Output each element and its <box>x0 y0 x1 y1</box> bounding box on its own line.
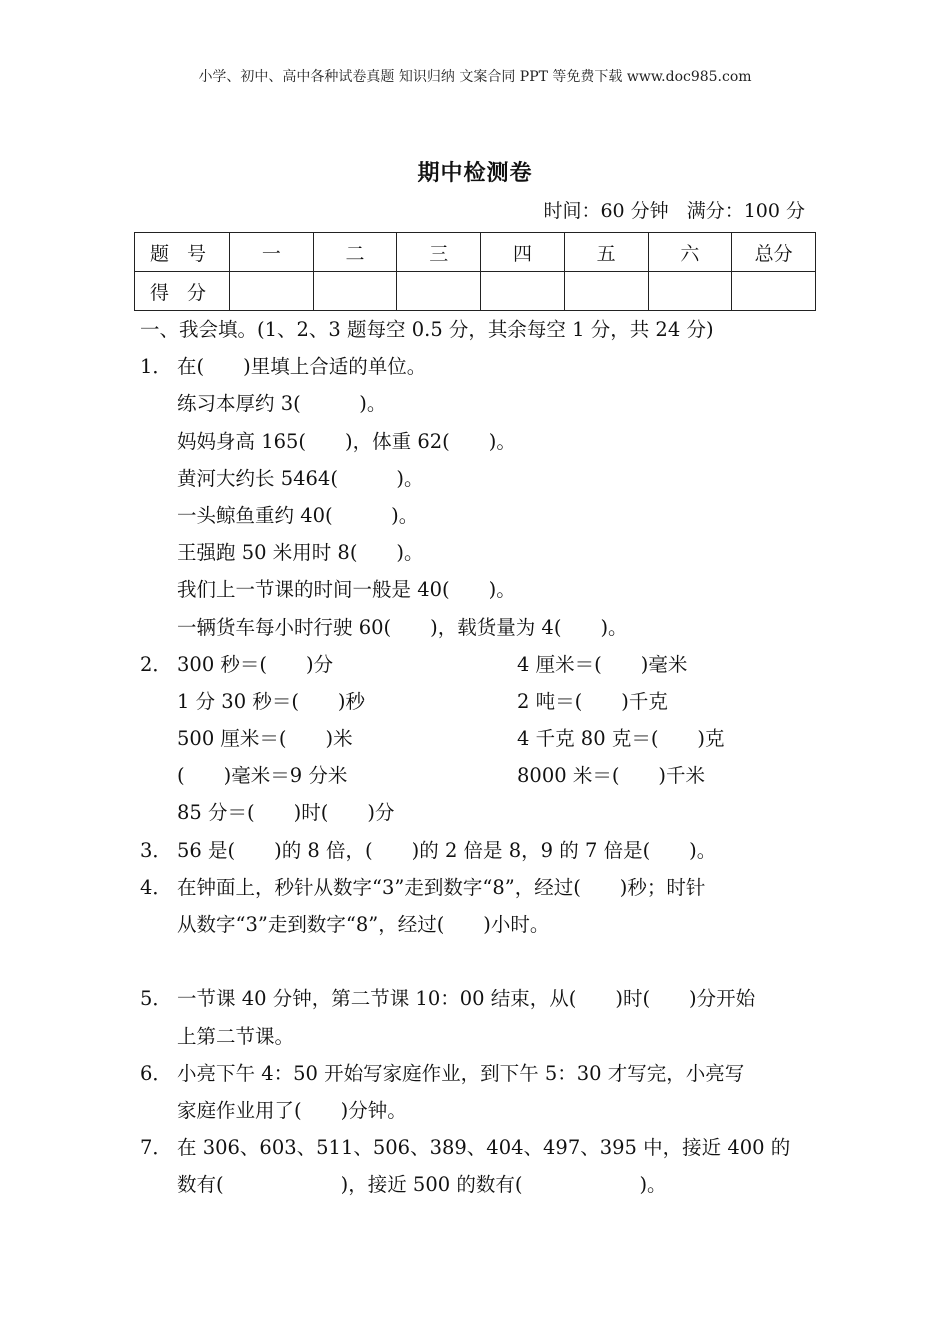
score-table <box>134 232 816 311</box>
q1-item: 黄河大约长 5464( )。 <box>177 466 424 490</box>
score-table-score-row <box>135 272 816 311</box>
score-input-5[interactable] <box>564 272 648 311</box>
score-input-2[interactable] <box>313 272 397 311</box>
q1-item: 王强跑 50 米用时 8( )。 <box>177 541 424 565</box>
question-2-row <box>140 720 820 757</box>
question-3 <box>140 832 820 869</box>
question-text: 一节课 40 分钟，第二节课 10：00 结束，从( )时( )分开始 <box>177 987 756 1011</box>
q1-item: 一辆货车每小时行驶 60( )，载货量为 4( )。 <box>177 615 628 639</box>
score-input-1[interactable] <box>230 272 314 311</box>
score-input-6[interactable] <box>648 272 732 311</box>
score-cell-5: 五 <box>564 233 648 272</box>
question-5-cont: 上第二节课。 <box>177 1024 295 1048</box>
q1-item: 一头鲸鱼重约 40( )。 <box>177 503 419 527</box>
q2-left: 500 厘米＝( )米 <box>177 727 353 751</box>
q2-right: 8000 米＝( )千米 <box>517 764 706 788</box>
question-4 <box>140 869 820 906</box>
question-number: 5． <box>140 987 172 1011</box>
page-header: 小学、初中、高中各种试卷真题 知识归纳 文案合同 PPT 等免费下载 www.doc985.com <box>198 69 752 85</box>
question-number: 1． <box>140 355 172 379</box>
section-heading: 一、我会填。(1、2、3 题每空 0.5 分，其余每空 1 分，共 24 分) <box>140 318 714 341</box>
question-1-stem <box>140 348 820 385</box>
score-cell-4: 四 <box>481 233 565 272</box>
question-2-row <box>140 646 820 683</box>
q2-left: 300 秒＝( )分 <box>177 652 334 676</box>
score-cell-1: 一 <box>230 233 314 272</box>
question-body <box>140 311 820 1204</box>
q2-right: 2 吨＝( )千克 <box>517 689 668 713</box>
score-cell-3: 三 <box>397 233 481 272</box>
score-input-3[interactable] <box>397 272 481 311</box>
question-text: 在 306、603、511、506、389、404、497、395 中，接近 400 的 <box>177 1136 791 1160</box>
score-table-header-row <box>135 233 816 272</box>
question-7 <box>140 1129 820 1166</box>
question-6 <box>140 1055 820 1092</box>
exam-meta <box>543 196 805 223</box>
question-5 <box>140 980 820 1017</box>
score-cell-total: 总分 <box>732 233 816 272</box>
score-cell-label: 题号 <box>135 233 230 272</box>
question-7-cont: 数有( )，接近 500 的数有( )。 <box>177 1173 667 1197</box>
q2-right: 4 千克 80 克＝( )克 <box>517 727 725 751</box>
score-input-4[interactable] <box>481 272 565 311</box>
exam-full-score: 满分：100 分 <box>686 200 805 222</box>
score-cell-6: 六 <box>648 233 732 272</box>
question-text: 56 是( )的 8 倍，( )的 2 倍是 8，9 的 7 倍是( )。 <box>177 838 717 862</box>
question-6-cont: 家庭作业用了( )分钟。 <box>177 1098 407 1122</box>
page-title: 期中检测卷 <box>417 161 533 186</box>
question-4-cont: 从数字“3”走到数字“8”，经过( )小时。 <box>177 913 550 936</box>
question-2-row <box>140 683 820 720</box>
question-2-row <box>140 757 820 794</box>
question-number: 3． <box>140 838 172 862</box>
q2-left: 85 分＝( )时( )分 <box>177 801 395 825</box>
question-number: 4． <box>140 875 172 899</box>
question-2-row <box>140 794 820 831</box>
score-cell-2: 二 <box>313 233 397 272</box>
q2-right: 4 厘米＝( )毫米 <box>517 652 688 676</box>
question-text: 小亮下午 4：50 开始写家庭作业，到下午 5：30 才写完，小亮写 <box>177 1061 745 1085</box>
q1-item: 练习本厚约 3( )。 <box>177 392 387 416</box>
score-input-total[interactable] <box>732 272 816 311</box>
q1-item: 我们上一节课的时间一般是 40( )。 <box>177 578 516 602</box>
question-number: 2． <box>140 652 172 676</box>
question-text: 在( )里填上合适的单位。 <box>177 355 427 379</box>
question-number: 6． <box>140 1061 172 1085</box>
q2-left: 1 分 30 秒＝( )秒 <box>177 689 366 713</box>
exam-time: 时间：60 分钟 <box>543 200 669 222</box>
question-text: 在钟面上，秒针从数字“3”走到数字“8”，经过( )秒；时针 <box>177 875 706 899</box>
score-row-label: 得分 <box>135 272 230 311</box>
q1-item: 妈妈身高 165( )，体重 62( )。 <box>177 429 516 453</box>
spacer <box>140 943 820 980</box>
question-number: 7． <box>140 1136 172 1160</box>
q2-left: ( )毫米＝9 分米 <box>177 764 348 788</box>
